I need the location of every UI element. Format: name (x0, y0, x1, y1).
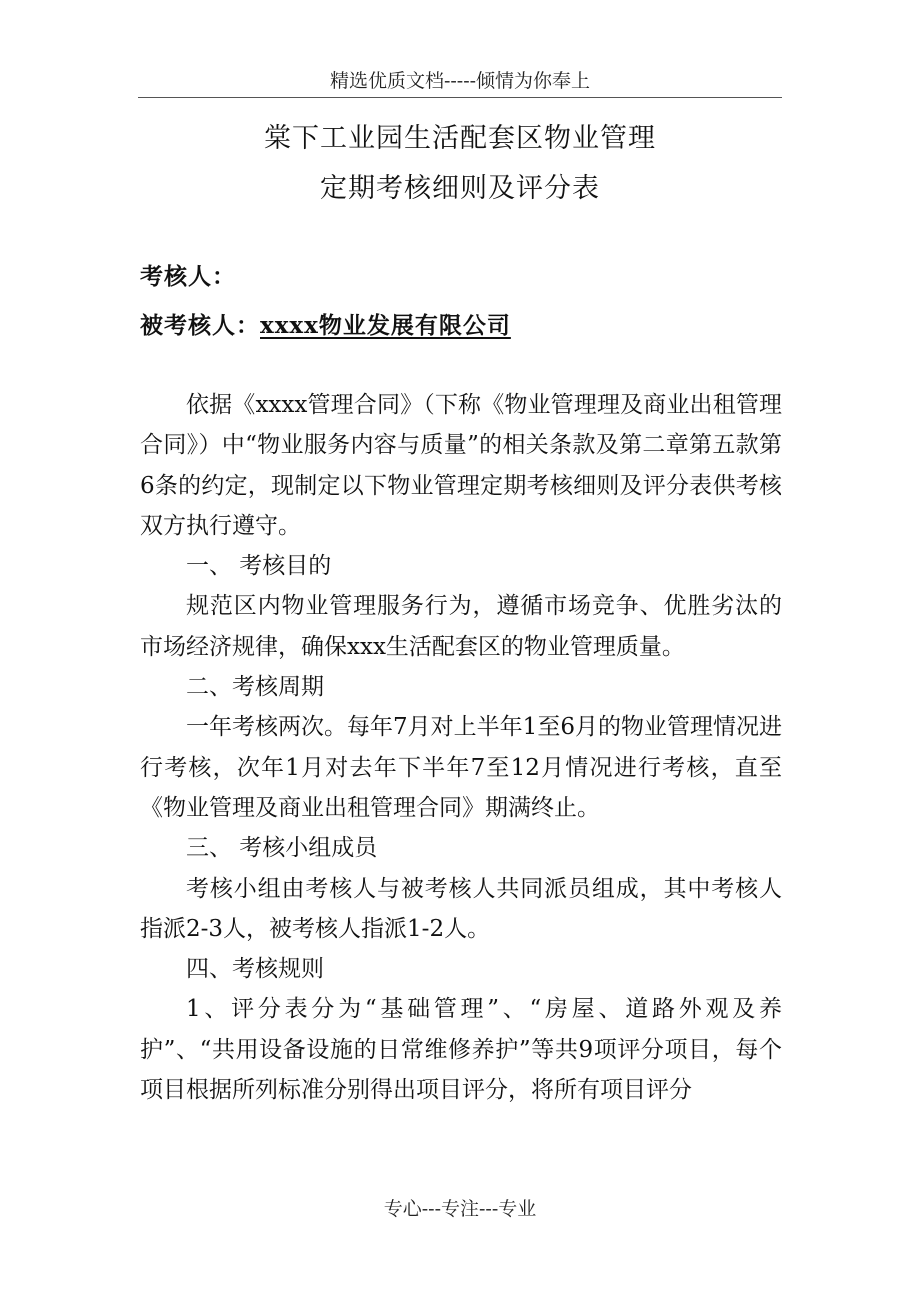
assessee-label: 被考核人： (140, 312, 260, 339)
page-header: 精选优质文档-----倾情为你奉上 (329, 70, 591, 92)
section-heading-rules: 四、考核规则 (186, 956, 324, 983)
paragraph-basis: 依据《xxxx管理合同》（下称《物业管理理及商业出租管理合同》）中“物业服务内容与质量”的相关条款及第二章第五款第6条的约定，现制定以下物业管理定期考核细则及评分表供考核双方执行遵守。 (140, 392, 782, 539)
section-heading-cycle: 二、考核周期 (186, 674, 324, 701)
paragraph-members: 考核小组由考核人与被考核人共同派员组成，其中考核人指派2-3人，被考核人指派1-2人。 (140, 875, 782, 942)
section-heading-members: 三、 考核小组成员 (186, 835, 378, 862)
document-title-line-2: 定期考核细则及评分表 (320, 173, 600, 204)
header-divider (138, 97, 782, 98)
assessor-label: 考核人： (140, 263, 236, 290)
page-footer: 专心---专注---专业 (383, 1198, 537, 1220)
assessee-line (140, 307, 511, 340)
paragraph-cycle: 一年考核两次。每年7月对上半年1至6月的物业管理情况进行考核，次年1月对去年下半年7至12月情况进行考核，直至《物业管理及商业出租管理合同》期满终止。 (140, 714, 782, 821)
document-title-line-1: 棠下工业园生活配套区物业管理 (264, 123, 656, 154)
document-body (140, 385, 782, 1110)
paragraph-purpose: 规范区内物业管理服务行为，遵循市场竞争、优胜劣汰的市场经济规律，确保xxx生活配套区的物业管理质量。 (140, 593, 782, 660)
assessor-line (140, 258, 236, 291)
paragraph-rules: 1、评分表分为“基础管理”、“房屋、道路外观及养护”、“共用设备设施的日常维修养护”等共9项评分项目，每个项目根据所列标准分别得出项目评分，将所有项目评分 (140, 996, 782, 1104)
assessee-company: xxxx物业发展有限公司 (260, 312, 511, 339)
section-heading-purpose: 一、 考核目的 (186, 553, 332, 580)
